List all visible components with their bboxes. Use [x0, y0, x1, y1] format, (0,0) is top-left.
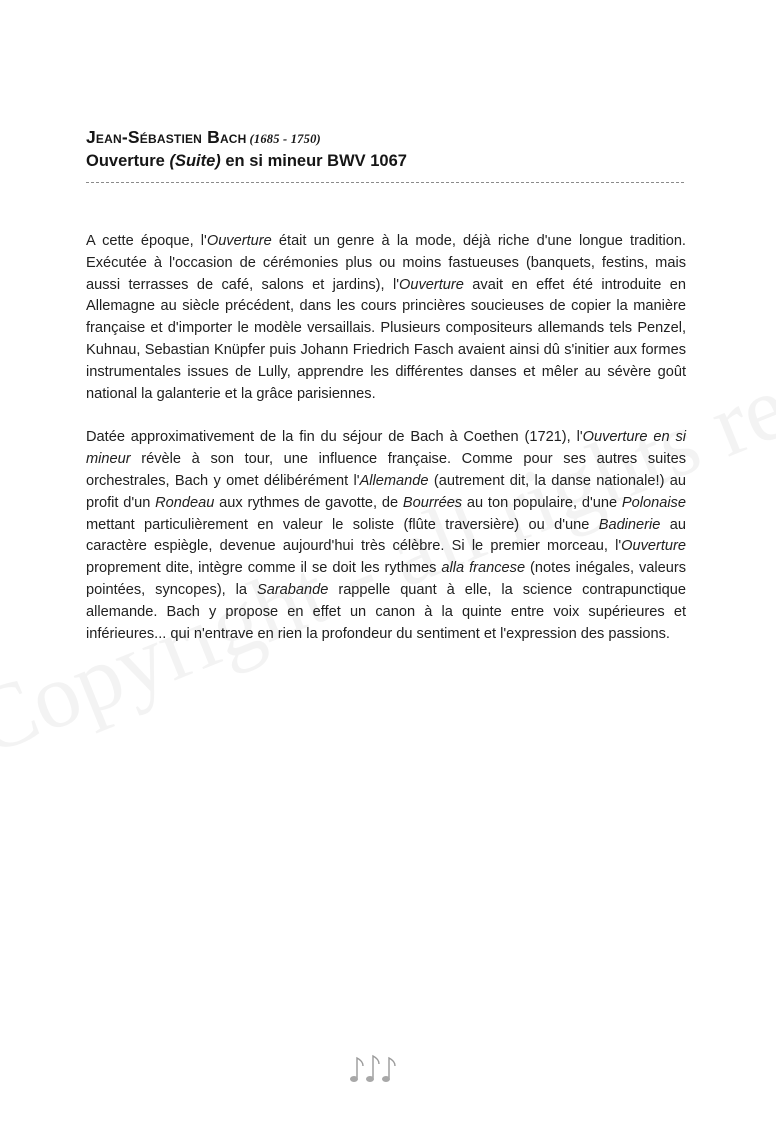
text-run: mettant particulièrement en valeur le soliste (flûte traversière) ou d'une — [86, 516, 599, 533]
text-run: (notes inégales, valeurs pointées, syncopes), la — [86, 560, 687, 598]
composer-dates: (1685 - 1750) — [249, 132, 321, 146]
italic-term: Badinerie — [598, 516, 661, 533]
text-run: avait en effet été introduite en Allemagne au siècle précédent, dans les cours princières soucieuses de copier la manière française et d'importer le modèle versaillais. Plusieurs compositeurs allemands tels Penzel, Kuhnau, Sebastian Knüpfer puis Johann Friedrich Fasch avaient ainsi dû s'initier aux formes instrumentales issues de Lully, apprendre les différentes danses et mêler au sévère goût national la galanterie et la grâce parisiennes. — [86, 276, 686, 402]
program-notes — [86, 231, 686, 667]
music-notes-ornament-icon — [343, 1052, 413, 1086]
header-divider — [86, 182, 684, 183]
work-title-italic: (Suite) — [169, 152, 221, 170]
composer-name: Jean-Sébastien Bach — [86, 127, 247, 147]
paragraph-1 — [86, 231, 686, 405]
text-run: aux rythmes de gavotte, de — [214, 494, 403, 511]
piece-header — [86, 126, 686, 172]
work-title-start: Ouverture — [86, 152, 170, 170]
text-run: au ton populaire, d'une — [462, 494, 622, 511]
text-run: rappelle quant à elle, la science contrapunctique allemande. Bach y propose en effet un canon à la quinte entre voix supérieures et inférieures... qui n'entrave en rien la profondeur du sentiment et l'expression des passions. — [86, 581, 686, 642]
italic-term: Ouverture en si mineur — [86, 429, 686, 468]
italic-term: Allemande — [359, 472, 429, 489]
work-title — [86, 150, 686, 172]
text-run: Datée approximativement de la fin du séjour de Bach à Coethen (1721), l' — [86, 429, 583, 446]
work-title-end: en si mineur BWV 1067 — [220, 152, 407, 170]
italic-term: Ouverture — [621, 538, 686, 555]
italic-term: Rondeau — [155, 494, 215, 511]
text-run: (autrement dit, la danse nationale!) au profit d'un — [86, 472, 686, 511]
composer-line — [86, 126, 686, 150]
italic-term: Bourrées — [402, 494, 463, 511]
italic-term: alla francese — [441, 560, 526, 577]
text-run: révèle à son tour, une influence française. Comme pour ses autres suites orchestrales, Bach y omet délibérément l' — [86, 451, 686, 489]
italic-term: Ouverture — [206, 233, 272, 249]
text-run: A cette époque, l' — [86, 233, 207, 249]
italic-term: Ouverture — [399, 276, 464, 293]
italic-term: Sarabande — [256, 581, 329, 598]
text-run: au caractère espiègle, devenue aujourd'hui très célèbre. Si le premier morceau, l' — [86, 516, 687, 555]
text-run: proprement dite, intègre comme il se doit les rythmes — [86, 560, 442, 577]
text-run: était un genre à la mode, déjà riche d'une longue tradition. Exécutée à l'occasion de cérémonies plus ou moins fastueuses (banquets, festins, mais aussi terrasses de café, salons et jardins), l' — [86, 233, 686, 293]
paragraph-2 — [86, 427, 686, 645]
italic-term: Polonaise — [621, 494, 686, 511]
